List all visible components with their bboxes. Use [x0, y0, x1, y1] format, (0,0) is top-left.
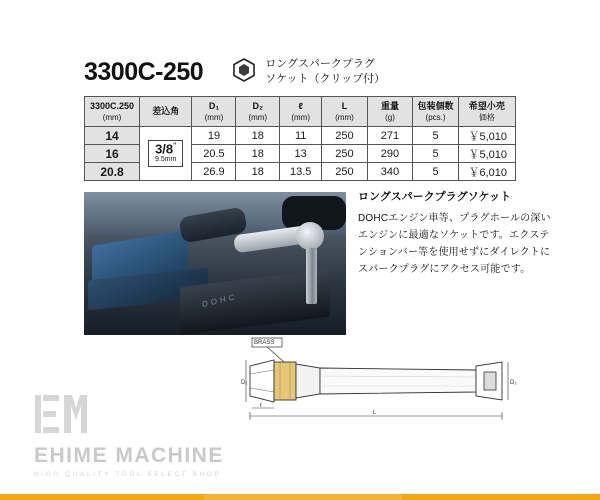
cell-size: 20.8: [85, 163, 140, 181]
drive-mm: 9.5mm: [155, 156, 177, 164]
cell-size: 14: [85, 127, 140, 145]
cell-d2: 18: [236, 127, 280, 145]
cell-price: ￥6,010: [458, 163, 515, 181]
cell-price: ￥5,010: [458, 127, 515, 145]
footer-bar-left: [0, 494, 204, 500]
col-price: 希望小売 価格: [458, 97, 515, 127]
product-name: [265, 57, 385, 87]
dim-L-label: L: [373, 410, 377, 416]
product-name-line2: ソケット（クリップ付）: [265, 73, 386, 85]
table-row: [85, 127, 516, 145]
brand-logo: [34, 392, 234, 478]
dim-l-small-label: ℓ: [260, 403, 262, 409]
cell-size: 16: [85, 145, 140, 163]
cell-d1: 20.5: [192, 145, 236, 163]
col-pack: 包装個数 (pcs.): [413, 97, 459, 127]
cell-l-small: 11: [280, 127, 322, 145]
cell-l-large: 250: [322, 145, 368, 163]
cell-d1: 26.9: [192, 163, 236, 181]
dim-d1-label: D₁: [241, 380, 248, 386]
col-d1: D₁ (mm): [192, 97, 236, 127]
cell-weight: 340: [367, 163, 412, 181]
cell-pack: 5: [413, 163, 459, 181]
drive-unit: ": [173, 141, 177, 152]
brass-label: BRASS: [254, 340, 275, 346]
page-title: 3300C-250: [84, 57, 204, 86]
footer-bar-right: [402, 494, 600, 500]
brand-tagline: HIGH QUALITY TOOL SELECT SHOP: [34, 471, 222, 478]
cell-l-small: 13.5: [280, 163, 322, 181]
col-weight: 重量 (g): [367, 97, 412, 127]
col-l-large: L (mm): [322, 97, 368, 127]
photo-engine-label: DOHC: [201, 292, 238, 309]
cell-l-small: 13: [280, 145, 322, 163]
product-name-line1: ロングスパークプラグ: [265, 58, 375, 70]
table-head: [85, 97, 516, 127]
brand-name: EHIME MACHINE: [34, 444, 224, 467]
cell-d2: 18: [236, 145, 280, 163]
cell-weight: 271: [367, 127, 412, 145]
drive-fraction: 3/8: [155, 141, 174, 157]
col-d2: D₂ (mm): [236, 97, 280, 127]
col-l-small: ℓ (mm): [280, 97, 322, 127]
col-drive: 差込角: [140, 97, 192, 127]
cell-drive: [140, 127, 192, 181]
cell-l-large: 250: [322, 127, 368, 145]
drive-badge: [148, 140, 183, 167]
spec-table: [84, 96, 516, 181]
description-heading: ロングスパークプラグソケット: [358, 191, 512, 203]
table-header-row: [85, 97, 516, 127]
product-header: [84, 52, 514, 92]
hex-socket-icon: [233, 58, 255, 87]
cell-pack: 5: [413, 127, 459, 145]
product-photo: [84, 192, 346, 335]
description-body: DOHCエンジン車等、プラグホールの深いエンジンに最適なソケットです。エクステンションバー等を使用せずにダイレクトにスパークプラグにアクセス可能です。: [358, 213, 551, 275]
cell-d1: 19: [192, 127, 236, 145]
cell-pack: 5: [413, 145, 459, 163]
cell-d2: 18: [236, 163, 280, 181]
cell-weight: 290: [367, 145, 412, 163]
em-logo-icon: [34, 392, 88, 436]
dim-d2-label: D₂: [510, 380, 517, 386]
technical-drawing: [240, 336, 540, 426]
cell-price: ￥5,010: [458, 145, 515, 163]
description-block: [358, 188, 558, 278]
photo-ratchet-head: [296, 222, 324, 250]
cell-l-large: 250: [322, 163, 368, 181]
table-body: [85, 127, 516, 181]
col-size: 3300C.250 (mm): [85, 97, 140, 127]
photo-socket-shaft: [306, 248, 317, 304]
footer-bar-center: [204, 494, 402, 500]
